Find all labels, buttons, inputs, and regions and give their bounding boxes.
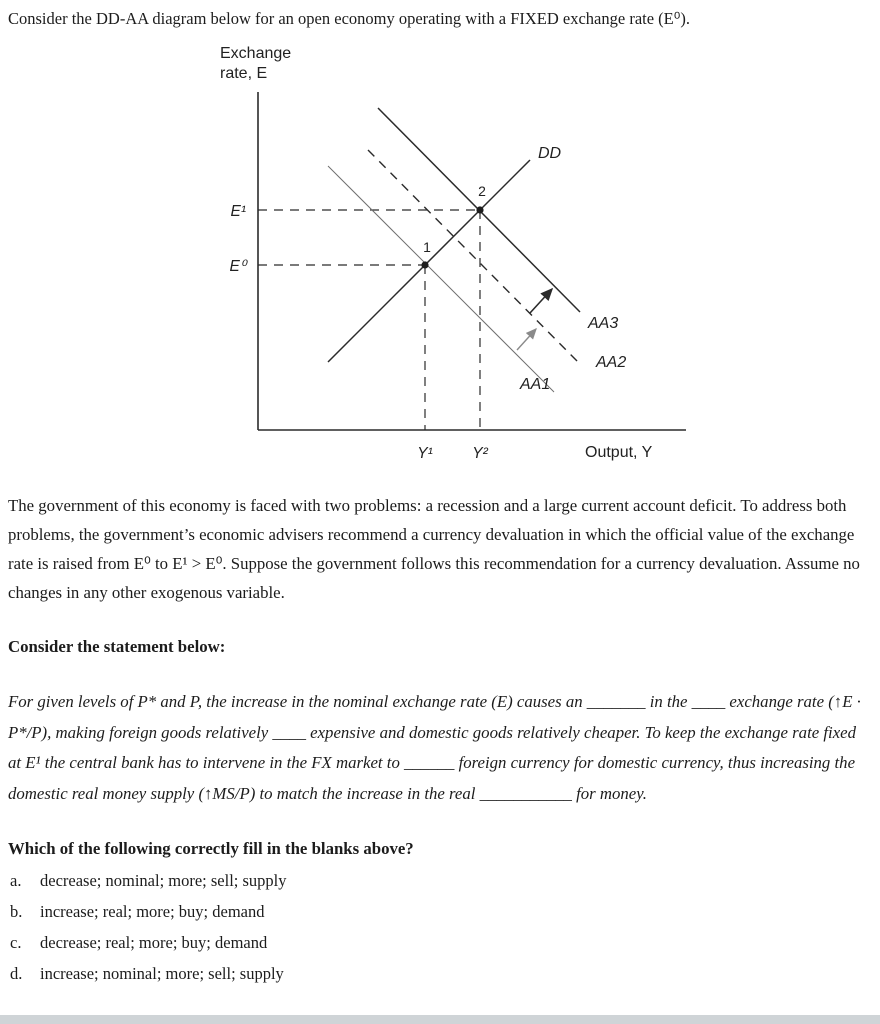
option-c-key: c.: [10, 933, 22, 952]
y2-label: Y²: [472, 445, 488, 462]
scenario-paragraph: The government of this economy is faced with two problems: a recession and a large current account deficit. To address both problems, the government’s economic advisers recommend a currency devaluation in which the official value of the exchange rate is raised from E⁰ to E¹ > E⁰. Suppose the government follows this recommendation for a currency devaluation. Assume no changes in any other exogenous variable.: [8, 496, 860, 602]
statement-paragraph: For given levels of P* and P, the increase in the nominal exchange rate (E) causes an _______ in the ____ exchange rate (↑E · P*/P), making foreign goods relatively ____ expensive and domestic goods relatively cheaper. To keep the exchange rate fixed at E¹ the central bank has to intervene in the FX market to ______ foreign currency for domestic currency, thus increasing the domestic real money supply (↑MS/P) to match the increase in the real ___________ for money.: [8, 692, 861, 803]
aa2-label: AA2: [596, 354, 627, 371]
option-a-key: a.: [10, 871, 22, 890]
equilibrium-point-2: [476, 206, 483, 213]
aa2-curve: [368, 150, 580, 364]
option-c: [10, 927, 868, 958]
aa3-label: AA3: [588, 315, 619, 332]
option-b-text: increase; real; more; buy; demand: [40, 902, 265, 921]
option-b: [10, 896, 868, 927]
equilibrium-point-1: [421, 261, 428, 268]
shift-arrow-aa1-to-aa2: [517, 329, 536, 350]
intro-text: Consider the DD-AA diagram below for an open economy operating with a FIXED exchange rate (E⁰).: [8, 9, 690, 28]
option-d-key: d.: [10, 964, 23, 983]
options-list: [8, 865, 868, 989]
option-a: [10, 865, 868, 896]
point-2-label: 2: [478, 183, 486, 199]
aa1-curve: [328, 166, 554, 392]
dd-aa-diagram: [200, 40, 700, 475]
aa1-label: AA1: [520, 376, 551, 393]
x-axis-title: Output, Y: [585, 444, 653, 461]
question-heading: Which of the following correctly fill in the blanks above?: [8, 839, 414, 858]
shift-arrow-aa2-to-aa3: [530, 289, 552, 313]
option-d-text: increase; nominal; more; sell; supply: [40, 964, 284, 983]
y1-label: Y¹: [417, 445, 433, 462]
option-a-text: decrease; nominal; more; sell; supply: [40, 871, 287, 890]
statement-heading: Consider the statement below:: [8, 637, 226, 656]
option-b-key: b.: [10, 902, 23, 921]
dd-label: DD: [538, 145, 562, 162]
y-axis-title-line1: Exchange: [220, 45, 292, 62]
e0-label: E⁰: [229, 258, 246, 275]
point-1-label: 1: [423, 239, 431, 255]
scan-edge-strip: [0, 1015, 880, 1024]
option-c-text: decrease; real; more; buy; demand: [40, 933, 268, 952]
e1-label: E¹: [230, 203, 246, 220]
y-axis-title-line2: rate, E: [220, 65, 268, 82]
option-d: [10, 958, 868, 989]
dd-curve: [328, 160, 530, 362]
diagram-canvas: [200, 40, 700, 475]
